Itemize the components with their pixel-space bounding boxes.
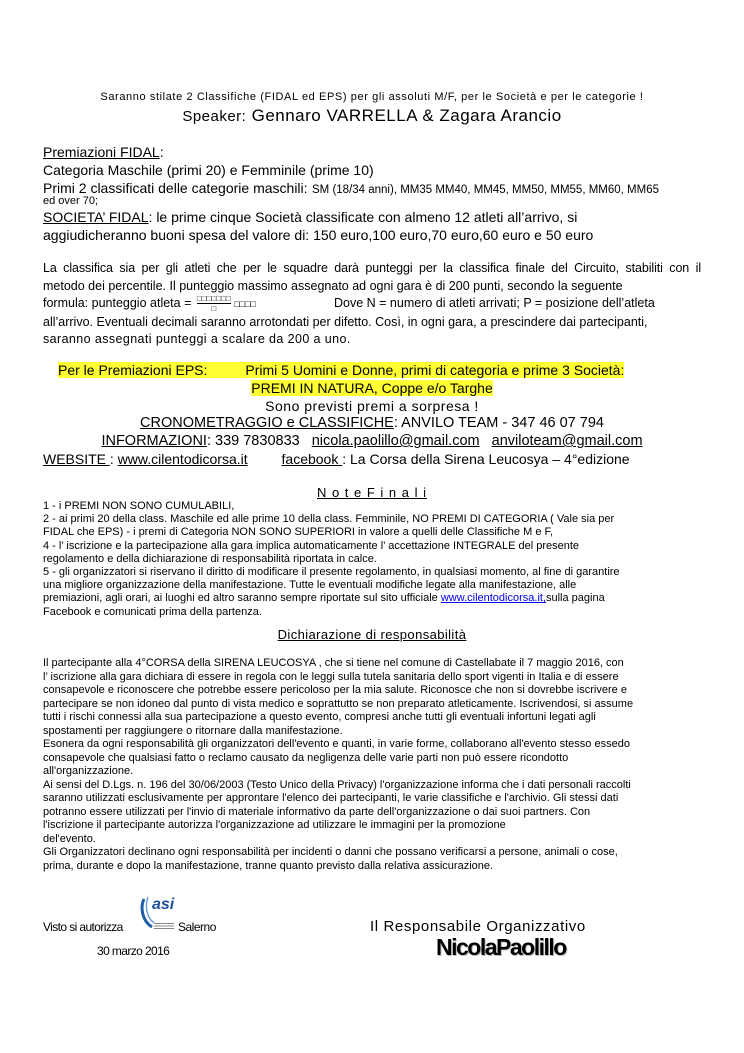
speaker-line <box>0 106 744 126</box>
dichiarazione-line: Gli Organizzatori declinano ogni responsabilità per incidenti o danni che possano verificarsi a persone, animali o cose, <box>43 846 618 858</box>
fidal-primi-2: Primi 2 classificati delle categorie maschili: SM (18/34 anni), MM35 MM40, MM45, MM50, MM55, MM60, MM65 <box>43 180 660 196</box>
cronometraggio-line: CRONOMETRAGGIO e CLASSIFICHE: ANVILO TEAM - 347 46 07 794 <box>140 415 604 431</box>
dichiarazione-line: Il partecipante alla 4°CORSA della SIRENA LEUCOSYA , che si tiene nel comune di Castellabate il 7 maggio 2016, con <box>43 657 624 669</box>
fidal-over70: ed over 70; <box>43 195 99 207</box>
responsabile-title: Il Responsabile Organizzativo <box>370 918 586 935</box>
asi-logo <box>138 893 178 933</box>
email-anviloteam[interactable]: anviloteam@gmail.com <box>491 433 643 449</box>
eps-label: Per le Premiazioni EPS: <box>58 362 208 378</box>
note-item: una migliore organizzazione della manifestazione. Tutte le eventuali modifiche legate alla manifestazione, alle <box>43 579 577 592</box>
fidal-categories: Categoria Maschile (primi 20) e Femminile (prime 10) <box>43 162 374 178</box>
circuito-line-5: saranno assegnati punteggi a scalare da 200 a uno. <box>43 332 351 346</box>
circuito-line-2: metodo dei percentile. Il punteggio massimo assegnato ad ogni gara è di 200 punti, secondo la seguente <box>43 279 623 293</box>
site-link[interactable]: www.cilentodicorsa.it, <box>440 592 546 605</box>
informazioni-line: INFORMAZIONI: 339 7830833 nicola.paolillo@gmail.com anviloteam@gmail.com <box>101 433 643 449</box>
dichiarazione-line: consapevole e riconoscere che potrebbe essere pericoloso per la mia salute. Riconosce che non si dovrebbe iscrivere e <box>43 684 627 696</box>
email-nicola[interactable]: nicola.paolillo@gmail.com <box>311 433 480 449</box>
formula-numerator: □□□□□□□ <box>196 294 231 304</box>
circuito-line-1: La classifica sia per gli atleti che per le squadre darà punteggi per la classifica finale del Circuito, stabiliti con il <box>43 261 701 275</box>
asi-logo-text: asi <box>152 896 175 913</box>
fidal-buoni-spesa: aggiudicheranno buoni spesa del valore di: 150 euro,100 euro,70 euro,60 euro e 50 euro <box>43 227 594 243</box>
note-item: regolamento e della dichiarazione di responsabilità riportata in calce. <box>43 552 377 565</box>
note-item: 2 - ai primi 20 della class. Maschile ed alle prime 10 della class. Femminile, NO PREMI DI CATEGORIA ( Vale sia per <box>43 513 615 526</box>
signature: NicolaPaolillo <box>436 934 566 960</box>
note-list <box>43 500 701 619</box>
eps-line <box>58 362 624 378</box>
dichiarazione-line: del'evento. <box>43 832 96 845</box>
fidal-societa: SOCIETA’ FIDAL: le prime cinque Società classificate con almeno 12 atleti all’arrivo, si <box>43 209 578 225</box>
classifiche-notice: Saranno stilate 2 Classifiche (FIDAL ed EPS) per gli assoluti M/F, per le Società e per le categorie ! <box>100 91 644 103</box>
formula-denominator: □ <box>211 304 217 314</box>
facebook-text: : La Corsa della Sirena Leucosya – 4°edizione <box>342 451 630 467</box>
circuito-formula: formula: punteggio atleta = □□□□□□□ □ □□□□ Dove N = numero di atleti arrivati; P = posizione dell’atleta <box>43 294 655 314</box>
dichiarazione-line: potranno essere utilizzati per l'invio di materiale informativo da parte dell'organizzazione o dai suoi partners. Con <box>43 805 591 818</box>
dichiarazione-line: prima, durante e dopo la manifestazione, tranne quanto previsto dalla relativa assicurazione. <box>43 859 494 872</box>
surprise-prizes: Sono previsti premi a sorpresa ! <box>265 398 479 414</box>
eps-prizes: PREMI IN NATURA, Coppe e/o Targhe <box>251 380 493 396</box>
speaker-names: Gennaro VARRELLA & Zagara Arancio <box>251 106 562 125</box>
formula-tail: □□□□ <box>234 299 256 309</box>
website-link[interactable]: www.cilentodicorsa.it <box>117 451 248 467</box>
date: 30 marzo 2016 <box>97 944 170 958</box>
dichiarazione-line: consapevole che qualsiasi fatto o reclamo causato da negligenza delle varie parti non può essere ricondotto <box>43 751 569 764</box>
salerno: Salerno <box>178 920 216 934</box>
dichiarazione-title: Dichiarazione di responsabilità <box>277 627 467 642</box>
dichiarazione-line: saranno utilizzati esclusivamente per approntare l'elenco dei partecipanti, le varie classifiche e l'archivio. Gli stessi dati <box>43 792 619 804</box>
note-item: FIDAL che EPS) - i premi di Categoria NON SONO SUPERIORI in valore a quelli delle Classifiche M e F, <box>43 526 554 539</box>
formula-description: Dove N = numero di atleti arrivati; P = posizione dell’atleta <box>334 296 655 310</box>
dichiarazione-line: Esonera da ogni responsabilità gli organizzatori dell'evento e quanti, in varie forme, collaborano all'evento stesso essedo <box>43 738 630 750</box>
note-item: premiazioni, agli orari, ai luoghi ed altro saranno sempre riportate sul sito ufficiale www.cilentodicorsa.it,sulla pagina <box>43 592 605 605</box>
dichiarazione-line: spostamenti per raggiungere o ritornare dalla manifestazione. <box>43 724 343 737</box>
note-item: 4 - l’ iscrizione e la partecipazione alla gara implica automaticamente l’ accettazione INTEGRALE del presente <box>43 539 580 552</box>
note-item: 1 - i PREMI NON SONO CUMULABILI, <box>43 500 235 512</box>
visto-si-autorizza: Visto si autorizza <box>43 920 123 934</box>
eps-text: Primi 5 Uomini e Donne, primi di categoria e prime 3 Società: <box>207 362 624 378</box>
note-item: 5 - gli organizzatori si riservano il diritto di modificare il presente regolamento, in qualsiasi momento, al fine di garantire <box>43 566 620 579</box>
speaker-label: Speaker: <box>182 108 247 125</box>
dichiarazione-line: Ai sensi del D.Lgs. n. 196 del 30/06/2003 (Testo Unico della Privacy) l'organizzazione informa che i dati personali raccolti <box>43 778 631 791</box>
dichiarazione-line: l’ iscrizione alla gara dichiara di essere in regola con le leggi sulla tutela sanitaria dello sport vigenti in Italia e di essere <box>43 670 619 683</box>
dichiarazione-line: partecipare se non idoneo dal punto di vista medico e soprattutto se non preparato atleticamente. Iscrivendosi, si assume <box>43 697 634 710</box>
dichiarazione-body <box>43 657 701 873</box>
dichiarazione-line: tutti i rischi connessi alla sua partecipazione a questo evento, compresi anche tutti gli eventuali infortuni legati agli <box>43 711 596 723</box>
note-finali-title: N o t e F i n a l i <box>316 485 428 500</box>
website-line: WEBSITE : www.cilentodicorsa.it facebook : La Corsa della Sirena Leucosya – 4°edizione <box>43 451 630 467</box>
fidal-title: Premiazioni FIDAL: <box>43 144 164 160</box>
dichiarazione-line: all'organizzazione. <box>43 765 134 777</box>
circuito-line-4: all’arrivo. Eventuali decimali saranno arrotondati per difetto. Così, in ogni gara, a prescindere dai partecipanti, <box>43 315 648 329</box>
dichiarazione-line: l'iscrizione il partecipante autorizza l'organizzazione ad utilizzare le immagini per la promozione <box>43 819 506 831</box>
facebook-label: facebook <box>281 451 343 467</box>
note-item: Facebook e comunicati prima della partenza. <box>43 605 262 618</box>
